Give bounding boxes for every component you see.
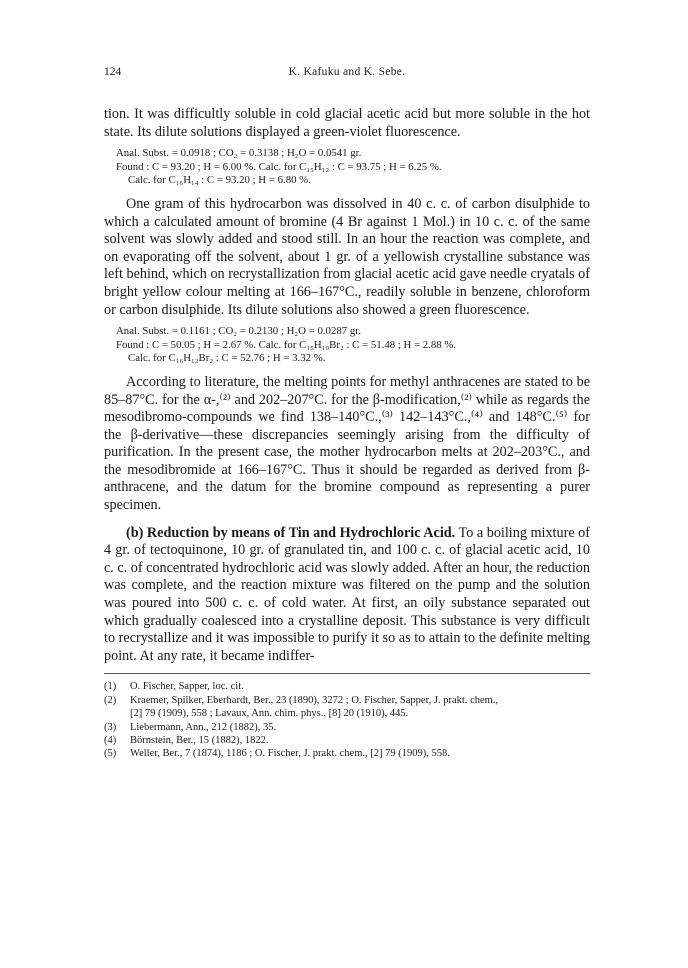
elemental-analysis-dibromide: [116, 325, 590, 366]
footnote: [104, 680, 590, 693]
footnotes: [104, 680, 590, 760]
footnote-number: (3): [104, 721, 117, 733]
analysis-line: Found : C = 93.20 ; H = 6.00 %. Calc. for C₁₅H₁₂ : C = 93.75 ; H = 6.25 %.: [116, 160, 442, 173]
analysis-line: Found : C = 50.05 ; H = 2.67 %. Calc. for C₁₅H₁₀Br₂ : C = 51.48 ; H = 2.88 %.: [116, 338, 457, 351]
elemental-analysis-hydrocarbon: [116, 147, 590, 188]
analysis-line: Calc. for C₁₆H₁₂Br₂ : C = 52.76 ; H = 3.32 %.: [128, 352, 326, 365]
footnote-number: (5): [104, 748, 117, 760]
page: [104, 66, 590, 761]
footnote-text: Kraemer, Spilker, Eberhardt, Ber., 23 (1890), 3272 ; O. Fischer, Sapper, J. prakt. chem.,: [130, 694, 499, 706]
analysis-line: Anal. Subst. = 0.1161 ; CO₂ = 0.2130 ; H₂O = 0.0287 gr.: [116, 325, 361, 338]
paragraph-reduction: [104, 525, 590, 666]
footnote: [104, 694, 590, 721]
footnote: [104, 734, 590, 747]
footnote-text: Börnstein, Ber., 15 (1882), 1822.: [130, 735, 269, 747]
section-heading-reduction: (b) Reduction by means of Tin and Hydrochloric Acid.: [126, 524, 456, 541]
footnote-text: Weller, Ber., 7 (1874), 1186 ; O. Fischer, J. prakt. chem., [2] 79 (1909), 558.: [130, 748, 450, 760]
footnote-text: Liebermann, Ann., 212 (1882), 35.: [130, 721, 277, 733]
body-text: [104, 106, 590, 665]
paragraph-bromination: One gram of this hydrocarbon was dissolved in 40 c. c. of carbon disulphide to which a calculated amount of bromine (4 Br against 1 Mol.) in 10 c. c. of the same solvent was slowly added and stood still. In an hour the reaction was complete, and on evaporating off the solvent, about 1 gr. of a yellowish crystalline substance was left behind, which on recrystallization from glacial acetic acid gave needle cryatals of bright yellow colour melting at 166–167°C., readily soluble in benzene, chloroform or carbon disulphide. Its dilute solutions also showed a green fluorescence.: [104, 195, 590, 318]
paragraph-reduction-text: To a boiling mixture of 4 gr. of tectoquinone, 10 gr. of granulated tin, and 100 c. c. of glacial acetic acid, 10 c. c. of concentrated hydrochloric acid was slowly added. After an hour, the reduction was complete, and the reaction mixture was filtered on the pump and the solution was poured into 500 c. c. of cold water. At first, an oily substance separated out which gradually coalesced into a crystalline deposit. This substance is very difficult to recrystallize and it was impossible to purify it so as to attain to the definite melting point. At any rate, it became indiffer-: [104, 524, 590, 664]
paragraph-literature: According to literature, the melting points for methyl anthracenes are stated to be 85–87°C. for the α-,⁽²⁾ and 202–207°C. for the β-modification,⁽²⁾ while as regards the mesodibromo-compounds we find 138–140°C.,⁽³⁾ 142–143°C.,⁽⁴⁾ and 148°C.⁽⁵⁾ for the β-derivative—these discrepancies seemingly arising from the difficulty of purification. In the present case, the mother hydrocarbon melts at 202–203°C., and the mesodibromide at 166–167°C. Thus it should be regarded as derived from β-anthracene, and the datum for the bromine compound as representing a purer specimen.: [104, 373, 590, 514]
page-number: 124: [104, 66, 122, 78]
footnote: [104, 747, 590, 760]
footnote-rule: [104, 673, 590, 674]
analysis-line: Anal. Subst. = 0.0918 ; CO₂ = 0.3138 ; H₂O = 0.0541 gr.: [116, 147, 362, 160]
footnote-text: O. Fischer, Sapper, loc. cit.: [130, 681, 244, 693]
footnote: [104, 721, 590, 734]
paragraph-continuation: tion. It was difficultly soluble in cold glacial acetic acid but more soluble in the hot state. Its dilute solutions displayed a green-violet fluorescence.: [104, 106, 590, 140]
running-head-authors: K. Kafuku and K. Sebe.: [288, 66, 406, 78]
footnote-number: (4): [104, 735, 117, 747]
footnote-number: (1): [104, 681, 117, 693]
footnote-continuation: [2] 79 (1909), 558 ; Lavaux, Ann. chim. phys., [8] 20 (1910), 445.: [130, 708, 409, 720]
footnote-number: (2): [104, 694, 117, 706]
analysis-line: Calc. for C₁₆H₁₄ : C = 93.20 ; H = 6.80 %.: [128, 174, 311, 187]
running-head: [104, 66, 590, 88]
